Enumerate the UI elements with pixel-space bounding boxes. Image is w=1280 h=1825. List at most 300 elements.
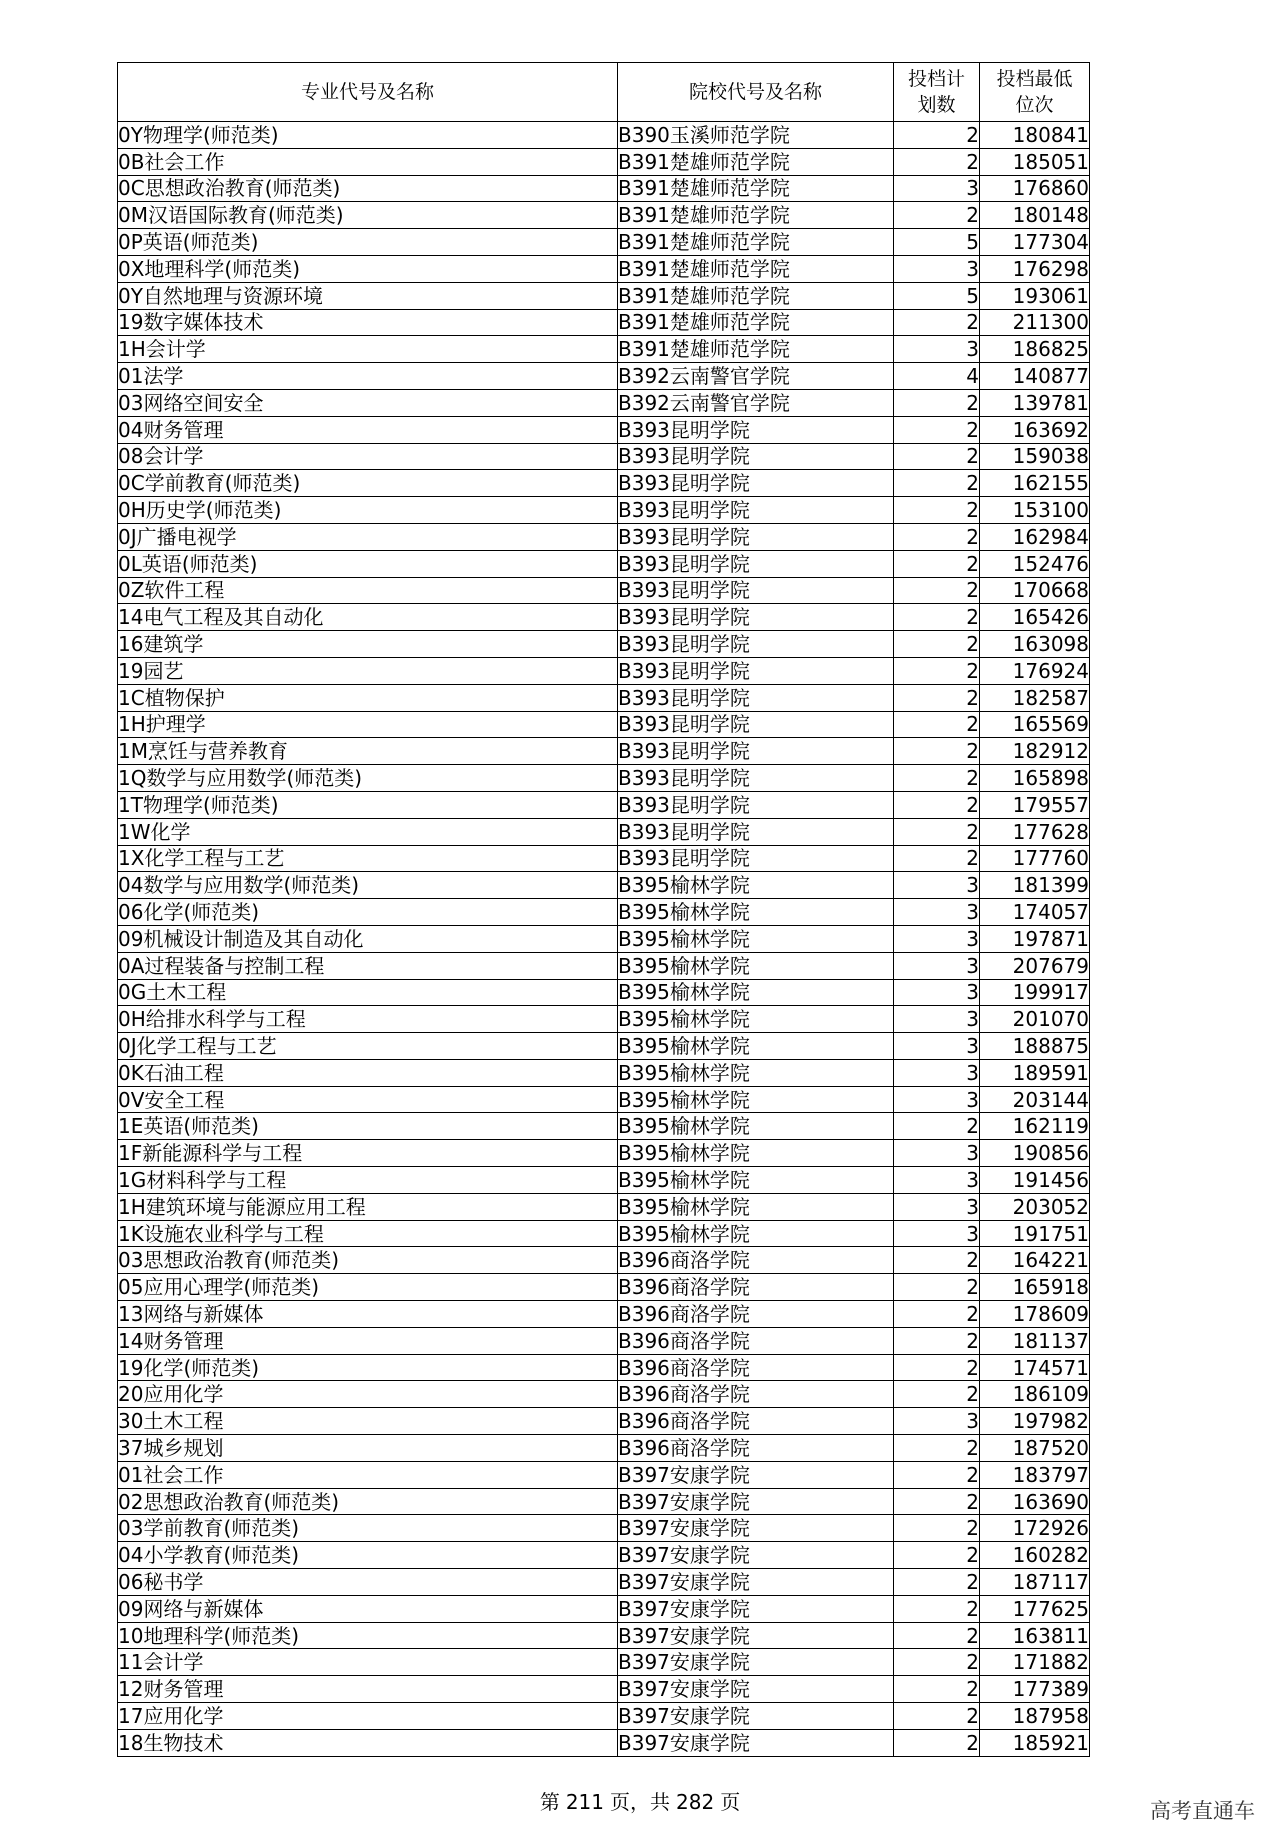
table-row — [118, 122, 1090, 149]
table-row — [118, 1729, 1090, 1756]
plan-count-cell: 2 — [894, 1247, 980, 1274]
header-rank — [980, 63, 1090, 122]
plan-count-cell: 3 — [894, 979, 980, 1006]
major-cell: 0Z软件工程 — [118, 577, 618, 604]
school-cell: B395榆林学院 — [618, 979, 894, 1006]
school-cell: B391楚雄师范学院 — [618, 175, 894, 202]
major-cell: 04小学教育(师范类) — [118, 1542, 618, 1569]
min-rank-cell: 188875 — [980, 1033, 1090, 1060]
major-cell: 0B社会工作 — [118, 148, 618, 175]
table-row — [118, 604, 1090, 631]
major-cell: 19园艺 — [118, 657, 618, 684]
table-row — [118, 389, 1090, 416]
min-rank-cell: 139781 — [980, 389, 1090, 416]
table-row — [118, 175, 1090, 202]
major-cell: 0G土木工程 — [118, 979, 618, 1006]
plan-count-cell: 2 — [894, 202, 980, 229]
header-plan — [894, 63, 980, 122]
plan-count-cell: 5 — [894, 229, 980, 256]
min-rank-cell: 159038 — [980, 443, 1090, 470]
table-row — [118, 1140, 1090, 1167]
table-row — [118, 1113, 1090, 1140]
school-cell: B395榆林学院 — [618, 1140, 894, 1167]
plan-count-cell: 3 — [894, 1086, 980, 1113]
plan-count-cell: 3 — [894, 1033, 980, 1060]
min-rank-cell: 211300 — [980, 309, 1090, 336]
school-cell: B395榆林学院 — [618, 925, 894, 952]
major-cell: 30土木工程 — [118, 1408, 618, 1435]
major-cell: 0K石油工程 — [118, 1059, 618, 1086]
min-rank-cell: 181399 — [980, 872, 1090, 899]
plan-count-cell: 2 — [894, 845, 980, 872]
plan-count-cell: 2 — [894, 497, 980, 524]
table-row — [118, 497, 1090, 524]
major-cell: 1H会计学 — [118, 336, 618, 363]
table-row — [118, 282, 1090, 309]
major-cell: 1C植物保护 — [118, 684, 618, 711]
major-cell: 19化学(师范类) — [118, 1354, 618, 1381]
major-cell: 1E英语(师范类) — [118, 1113, 618, 1140]
plan-count-cell: 2 — [894, 1354, 980, 1381]
major-cell: 0H给排水科学与工程 — [118, 1006, 618, 1033]
plan-count-cell: 2 — [894, 1435, 980, 1462]
table-row — [118, 1086, 1090, 1113]
major-cell: 0M汉语国际教育(师范类) — [118, 202, 618, 229]
major-cell: 03学前教育(师范类) — [118, 1515, 618, 1542]
table-row — [118, 1381, 1090, 1408]
min-rank-cell: 203052 — [980, 1193, 1090, 1220]
table-row — [118, 1595, 1090, 1622]
min-rank-cell: 197982 — [980, 1408, 1090, 1435]
major-cell: 37城乡规划 — [118, 1435, 618, 1462]
table-row — [118, 202, 1090, 229]
major-cell: 1X化学工程与工艺 — [118, 845, 618, 872]
plan-count-cell: 3 — [894, 899, 980, 926]
table-row — [118, 1033, 1090, 1060]
school-cell: B396商洛学院 — [618, 1301, 894, 1328]
school-cell: B395榆林学院 — [618, 1086, 894, 1113]
table-row — [118, 1193, 1090, 1220]
page-footer — [0, 1790, 1280, 1814]
table-row — [118, 845, 1090, 872]
plan-count-cell: 3 — [894, 1006, 980, 1033]
table-row — [118, 925, 1090, 952]
major-cell: 03思想政治教育(师范类) — [118, 1247, 618, 1274]
plan-count-cell: 3 — [894, 1059, 980, 1086]
school-cell: B393昆明学院 — [618, 550, 894, 577]
table-row — [118, 336, 1090, 363]
school-cell: B396商洛学院 — [618, 1327, 894, 1354]
major-cell: 04数学与应用数学(师范类) — [118, 872, 618, 899]
min-rank-cell: 163098 — [980, 631, 1090, 658]
major-cell: 0J广播电视学 — [118, 523, 618, 550]
table-row — [118, 1327, 1090, 1354]
header-rank-line1: 投档最低 — [996, 68, 1073, 90]
plan-count-cell: 2 — [894, 1381, 980, 1408]
table-row — [118, 470, 1090, 497]
min-rank-cell: 140877 — [980, 363, 1090, 390]
table-row — [118, 1220, 1090, 1247]
min-rank-cell: 189591 — [980, 1059, 1090, 1086]
school-cell: B393昆明学院 — [618, 791, 894, 818]
table-row — [118, 1676, 1090, 1703]
table-row — [118, 1703, 1090, 1730]
table-row — [118, 443, 1090, 470]
table-row — [118, 1649, 1090, 1676]
school-cell: B396商洛学院 — [618, 1354, 894, 1381]
plan-count-cell: 2 — [894, 1542, 980, 1569]
min-rank-cell: 174057 — [980, 899, 1090, 926]
min-rank-cell: 163811 — [980, 1622, 1090, 1649]
school-cell: B397安康学院 — [618, 1569, 894, 1596]
school-cell: B395榆林学院 — [618, 1059, 894, 1086]
page-suffix: 页 — [720, 1790, 741, 1814]
major-cell: 1Q数学与应用数学(师范类) — [118, 765, 618, 792]
plan-count-cell: 3 — [894, 175, 980, 202]
school-cell: B393昆明学院 — [618, 818, 894, 845]
table-row — [118, 899, 1090, 926]
school-cell: B390玉溪师范学院 — [618, 122, 894, 149]
school-cell: B397安康学院 — [618, 1729, 894, 1756]
plan-count-cell: 2 — [894, 711, 980, 738]
school-cell: B396商洛学院 — [618, 1381, 894, 1408]
table-row — [118, 148, 1090, 175]
major-cell: 1G材料科学与工程 — [118, 1167, 618, 1194]
header-rank-line2: 位次 — [1015, 94, 1054, 116]
min-rank-cell: 165918 — [980, 1274, 1090, 1301]
major-cell: 11会计学 — [118, 1649, 618, 1676]
plan-count-cell: 2 — [894, 1327, 980, 1354]
current-page-number: 211 — [565, 1790, 604, 1814]
major-cell: 09机械设计制造及其自动化 — [118, 925, 618, 952]
watermark-text: 高考直通车 — [1150, 1799, 1255, 1823]
table-row — [118, 363, 1090, 390]
min-rank-cell: 185921 — [980, 1729, 1090, 1756]
table-row — [118, 791, 1090, 818]
school-cell: B393昆明学院 — [618, 416, 894, 443]
major-cell: 20应用化学 — [118, 1381, 618, 1408]
school-cell: B391楚雄师范学院 — [618, 148, 894, 175]
major-cell: 17应用化学 — [118, 1703, 618, 1730]
school-cell: B393昆明学院 — [618, 631, 894, 658]
plan-count-cell: 2 — [894, 818, 980, 845]
school-cell: B395榆林学院 — [618, 1113, 894, 1140]
major-cell: 02思想政治教育(师范类) — [118, 1488, 618, 1515]
plan-count-cell: 2 — [894, 631, 980, 658]
major-cell: 13网络与新媒体 — [118, 1301, 618, 1328]
major-cell: 1K设施农业科学与工程 — [118, 1220, 618, 1247]
school-cell: B397安康学院 — [618, 1461, 894, 1488]
plan-count-cell: 3 — [894, 952, 980, 979]
school-cell: B393昆明学院 — [618, 845, 894, 872]
school-cell: B396商洛学院 — [618, 1408, 894, 1435]
min-rank-cell: 176860 — [980, 175, 1090, 202]
plan-count-cell: 3 — [894, 255, 980, 282]
school-cell: B397安康学院 — [618, 1622, 894, 1649]
min-rank-cell: 177760 — [980, 845, 1090, 872]
page-middle: 页，共 — [610, 1790, 670, 1814]
major-cell: 1F新能源科学与工程 — [118, 1140, 618, 1167]
table-row — [118, 577, 1090, 604]
major-cell: 0J化学工程与工艺 — [118, 1033, 618, 1060]
plan-count-cell: 5 — [894, 282, 980, 309]
min-rank-cell: 201070 — [980, 1006, 1090, 1033]
major-cell: 1M烹饪与营养教育 — [118, 738, 618, 765]
min-rank-cell: 179557 — [980, 791, 1090, 818]
min-rank-cell: 197871 — [980, 925, 1090, 952]
major-cell: 06化学(师范类) — [118, 899, 618, 926]
min-rank-cell: 162984 — [980, 523, 1090, 550]
min-rank-cell: 177628 — [980, 818, 1090, 845]
table-row — [118, 1622, 1090, 1649]
header-plan-line1: 投档计 — [907, 68, 965, 90]
school-cell: B393昆明学院 — [618, 738, 894, 765]
major-cell: 0L英语(师范类) — [118, 550, 618, 577]
major-cell: 0H历史学(师范类) — [118, 497, 618, 524]
major-cell: 0P英语(师范类) — [118, 229, 618, 256]
table-row — [118, 523, 1090, 550]
plan-count-cell: 2 — [894, 443, 980, 470]
table-header — [118, 63, 1090, 122]
school-cell: B397安康学院 — [618, 1595, 894, 1622]
min-rank-cell: 177625 — [980, 1595, 1090, 1622]
school-cell: B393昆明学院 — [618, 523, 894, 550]
major-cell: 01社会工作 — [118, 1461, 618, 1488]
min-rank-cell: 164221 — [980, 1247, 1090, 1274]
table-row — [118, 818, 1090, 845]
table-body — [118, 122, 1090, 1757]
table-row — [118, 1247, 1090, 1274]
min-rank-cell: 177304 — [980, 229, 1090, 256]
min-rank-cell: 160282 — [980, 1542, 1090, 1569]
school-cell: B397安康学院 — [618, 1703, 894, 1730]
school-cell: B397安康学院 — [618, 1649, 894, 1676]
plan-count-cell: 2 — [894, 577, 980, 604]
school-cell: B396商洛学院 — [618, 1435, 894, 1462]
plan-count-cell: 2 — [894, 1488, 980, 1515]
school-cell: B393昆明学院 — [618, 443, 894, 470]
plan-count-cell: 2 — [894, 1729, 980, 1756]
major-cell: 0A过程装备与控制工程 — [118, 952, 618, 979]
table-row — [118, 631, 1090, 658]
major-cell: 12财务管理 — [118, 1676, 618, 1703]
table-row — [118, 684, 1090, 711]
major-cell: 0Y物理学(师范类) — [118, 122, 618, 149]
plan-count-cell: 2 — [894, 765, 980, 792]
min-rank-cell: 185051 — [980, 148, 1090, 175]
plan-count-cell: 4 — [894, 363, 980, 390]
major-cell: 10地理科学(师范类) — [118, 1622, 618, 1649]
table-row — [118, 309, 1090, 336]
plan-count-cell: 2 — [894, 1569, 980, 1596]
min-rank-cell: 176298 — [980, 255, 1090, 282]
school-cell: B395榆林学院 — [618, 899, 894, 926]
major-cell: 08会计学 — [118, 443, 618, 470]
min-rank-cell: 187520 — [980, 1435, 1090, 1462]
min-rank-cell: 207679 — [980, 952, 1090, 979]
min-rank-cell: 170668 — [980, 577, 1090, 604]
school-cell: B395榆林学院 — [618, 872, 894, 899]
plan-count-cell: 3 — [894, 925, 980, 952]
major-cell: 19数字媒体技术 — [118, 309, 618, 336]
plan-count-cell: 3 — [894, 336, 980, 363]
min-rank-cell: 182587 — [980, 684, 1090, 711]
min-rank-cell: 180148 — [980, 202, 1090, 229]
school-cell: B396商洛学院 — [618, 1274, 894, 1301]
table-row — [118, 1059, 1090, 1086]
major-cell: 01法学 — [118, 363, 618, 390]
table-row — [118, 416, 1090, 443]
min-rank-cell: 187117 — [980, 1569, 1090, 1596]
table-row — [118, 738, 1090, 765]
school-cell: B395榆林学院 — [618, 1193, 894, 1220]
plan-count-cell: 2 — [894, 550, 980, 577]
table-row — [118, 1301, 1090, 1328]
table-row — [118, 255, 1090, 282]
school-cell: B395榆林学院 — [618, 1006, 894, 1033]
min-rank-cell: 152476 — [980, 550, 1090, 577]
min-rank-cell: 165898 — [980, 765, 1090, 792]
plan-count-cell: 2 — [894, 1274, 980, 1301]
total-page-number: 282 — [676, 1790, 715, 1814]
min-rank-cell: 187958 — [980, 1703, 1090, 1730]
plan-count-cell: 2 — [894, 1595, 980, 1622]
plan-count-cell: 2 — [894, 309, 980, 336]
min-rank-cell: 174571 — [980, 1354, 1090, 1381]
plan-count-cell: 2 — [894, 791, 980, 818]
school-cell: B397安康学院 — [618, 1488, 894, 1515]
header-school: 院校代号及名称 — [618, 63, 894, 122]
min-rank-cell: 183797 — [980, 1461, 1090, 1488]
major-cell: 16建筑学 — [118, 631, 618, 658]
min-rank-cell: 162155 — [980, 470, 1090, 497]
school-cell: B391楚雄师范学院 — [618, 255, 894, 282]
plan-count-cell: 2 — [894, 1301, 980, 1328]
table-row — [118, 1488, 1090, 1515]
plan-count-cell: 3 — [894, 1140, 980, 1167]
school-cell: B392云南警官学院 — [618, 363, 894, 390]
plan-count-cell: 2 — [894, 657, 980, 684]
major-cell: 1H护理学 — [118, 711, 618, 738]
table-row — [118, 229, 1090, 256]
page-prefix: 第 — [539, 1790, 560, 1814]
min-rank-cell: 190856 — [980, 1140, 1090, 1167]
min-rank-cell: 186825 — [980, 336, 1090, 363]
table-row — [118, 872, 1090, 899]
school-cell: B393昆明学院 — [618, 684, 894, 711]
school-cell: B393昆明学院 — [618, 765, 894, 792]
table-row — [118, 1435, 1090, 1462]
min-rank-cell: 165426 — [980, 604, 1090, 631]
min-rank-cell: 180841 — [980, 122, 1090, 149]
table-row — [118, 952, 1090, 979]
plan-count-cell: 2 — [894, 604, 980, 631]
plan-count-cell: 2 — [894, 416, 980, 443]
major-cell: 0X地理科学(师范类) — [118, 255, 618, 282]
plan-count-cell: 2 — [894, 1676, 980, 1703]
table-row — [118, 1569, 1090, 1596]
min-rank-cell: 191456 — [980, 1167, 1090, 1194]
plan-count-cell: 3 — [894, 872, 980, 899]
min-rank-cell: 178609 — [980, 1301, 1090, 1328]
plan-count-cell: 2 — [894, 470, 980, 497]
school-cell: B391楚雄师范学院 — [618, 309, 894, 336]
major-cell: 14财务管理 — [118, 1327, 618, 1354]
table-row — [118, 765, 1090, 792]
min-rank-cell: 181137 — [980, 1327, 1090, 1354]
plan-count-cell: 2 — [894, 389, 980, 416]
min-rank-cell: 203144 — [980, 1086, 1090, 1113]
plan-count-cell: 2 — [894, 1461, 980, 1488]
school-cell: B393昆明学院 — [618, 470, 894, 497]
plan-count-cell: 3 — [894, 1408, 980, 1435]
admission-table — [117, 62, 1090, 1757]
table-row — [118, 657, 1090, 684]
plan-count-cell: 2 — [894, 1649, 980, 1676]
major-cell: 03网络空间安全 — [118, 389, 618, 416]
min-rank-cell: 199917 — [980, 979, 1090, 1006]
school-cell: B395榆林学院 — [618, 1167, 894, 1194]
min-rank-cell: 182912 — [980, 738, 1090, 765]
table-row — [118, 550, 1090, 577]
major-cell: 09网络与新媒体 — [118, 1595, 618, 1622]
min-rank-cell: 163690 — [980, 1488, 1090, 1515]
major-cell: 1H建筑环境与能源应用工程 — [118, 1193, 618, 1220]
table-row — [118, 979, 1090, 1006]
major-cell: 0C学前教育(师范类) — [118, 470, 618, 497]
major-cell: 14电气工程及其自动化 — [118, 604, 618, 631]
plan-count-cell: 3 — [894, 1167, 980, 1194]
major-cell: 0V安全工程 — [118, 1086, 618, 1113]
min-rank-cell: 153100 — [980, 497, 1090, 524]
plan-count-cell: 2 — [894, 1515, 980, 1542]
plan-count-cell: 2 — [894, 1113, 980, 1140]
school-cell: B397安康学院 — [618, 1515, 894, 1542]
min-rank-cell: 162119 — [980, 1113, 1090, 1140]
table-row — [118, 1354, 1090, 1381]
table-row — [118, 1461, 1090, 1488]
plan-count-cell: 3 — [894, 1193, 980, 1220]
header-major: 专业代号及名称 — [118, 63, 618, 122]
school-cell: B391楚雄师范学院 — [618, 202, 894, 229]
table-row — [118, 1274, 1090, 1301]
plan-count-cell: 2 — [894, 1703, 980, 1730]
school-cell: B391楚雄师范学院 — [618, 336, 894, 363]
plan-count-cell: 2 — [894, 684, 980, 711]
min-rank-cell: 193061 — [980, 282, 1090, 309]
school-cell: B395榆林学院 — [618, 952, 894, 979]
table-row — [118, 1167, 1090, 1194]
school-cell: B393昆明学院 — [618, 577, 894, 604]
school-cell: B396商洛学院 — [618, 1247, 894, 1274]
major-cell: 1W化学 — [118, 818, 618, 845]
school-cell: B397安康学院 — [618, 1676, 894, 1703]
major-cell: 06秘书学 — [118, 1569, 618, 1596]
table-row — [118, 711, 1090, 738]
table-row — [118, 1408, 1090, 1435]
min-rank-cell: 172926 — [980, 1515, 1090, 1542]
major-cell: 18生物技术 — [118, 1729, 618, 1756]
school-cell: B395榆林学院 — [618, 1220, 894, 1247]
min-rank-cell: 165569 — [980, 711, 1090, 738]
major-cell: 05应用心理学(师范类) — [118, 1274, 618, 1301]
school-cell: B393昆明学院 — [618, 657, 894, 684]
school-cell: B393昆明学院 — [618, 711, 894, 738]
plan-count-cell: 2 — [894, 1622, 980, 1649]
table-row — [118, 1542, 1090, 1569]
school-cell: B397安康学院 — [618, 1542, 894, 1569]
major-cell: 0C思想政治教育(师范类) — [118, 175, 618, 202]
